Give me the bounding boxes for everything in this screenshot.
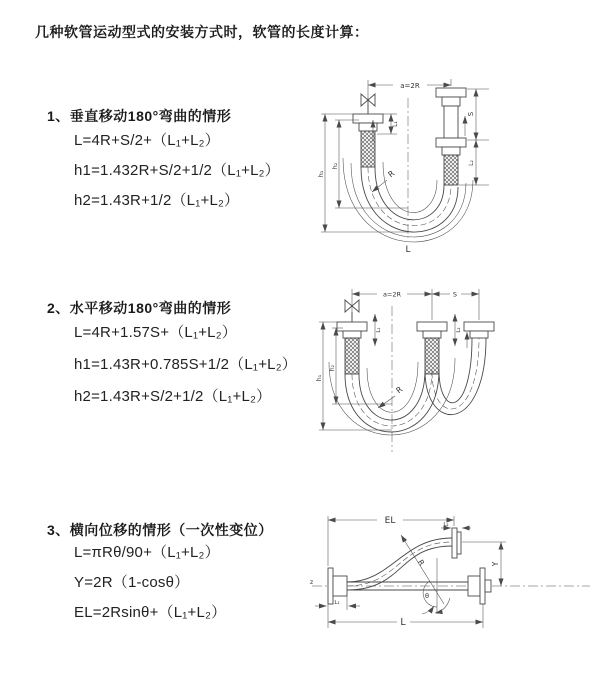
dim-label-l2: L₂	[443, 522, 449, 528]
left-pipe-assembly	[337, 322, 367, 374]
dim-label-l1: L₁	[376, 327, 382, 333]
section3-formulas	[74, 538, 226, 628]
left-pipe-assembly	[353, 114, 383, 167]
formula-line: h2=1.43R+S/2+1/2（L₁+L₂）	[74, 388, 272, 405]
dim-label-l2: L₂	[456, 327, 462, 333]
dim-label-a2r: a=2R	[400, 82, 420, 90]
formula-line: h2=1.43R+1/2（L₁+L₂）	[74, 192, 240, 209]
dim-label-h2: h₂	[331, 162, 339, 170]
page-title: 几种软管运动型式的安装方式时，软管的长度计算：	[35, 24, 369, 40]
dim-label-y: Y	[491, 561, 500, 567]
diagram3-svg	[300, 500, 600, 660]
diagram-vertical-180-bend	[315, 70, 600, 265]
radius-callout	[378, 385, 405, 408]
radius-label: R	[386, 168, 397, 180]
dim-label-l1: L₁	[334, 600, 340, 606]
theta-label: θ	[425, 592, 429, 600]
right-pipe-assembly	[436, 88, 466, 185]
formula-line: L=πRθ/90+（L₁+L₂）	[74, 544, 220, 561]
dim-label-a2r: a=2R	[382, 290, 402, 299]
diagram1-svg	[315, 70, 600, 260]
dim-label-l: L	[400, 617, 406, 628]
section1-heading: 1、垂直移动180°弯曲的情形	[47, 108, 232, 124]
displaced-hose	[347, 528, 461, 590]
diagram-horizontal-180-bend	[315, 282, 600, 467]
section1-formulas	[74, 126, 280, 216]
formula-line: L=4R+S/2+（L₁+L₂）	[74, 132, 220, 149]
dim-a2r	[352, 289, 479, 320]
dim-l2	[455, 314, 462, 346]
dim-label-h1: h₁	[316, 374, 323, 382]
formula-line: L=4R+1.57S+（L₁+L₂）	[74, 324, 237, 341]
diagram-lateral-displacement	[300, 500, 600, 665]
formula-line: h1=1.432R+S/2+1/2（L₁+L₂）	[74, 162, 280, 179]
dim-label-l2: L₂	[468, 160, 475, 166]
dim-label-h1: h₁	[317, 170, 325, 178]
dim-l2	[441, 522, 471, 528]
formula-line: EL=2Rsinθ+（L₁+L₂）	[74, 604, 227, 621]
break-mark: z	[310, 579, 314, 586]
section2-heading: 2、水平移动180°弯曲的情形	[47, 300, 232, 316]
diagram2-svg	[315, 282, 600, 462]
dim-label-s: S	[452, 290, 458, 299]
section2-formulas	[74, 317, 297, 413]
length-label: L	[405, 245, 411, 255]
dim-label-s: S	[467, 111, 475, 117]
dim-label-l1: L₁	[392, 121, 399, 127]
dim-l1	[375, 314, 382, 346]
formula-line: h1=1.43R+0.785S+1/2（L₁+L₂）	[74, 356, 297, 373]
middle-pipe-assembly	[417, 322, 447, 374]
dim-label-h2: h₂	[329, 364, 336, 372]
dim-label-el: EL	[384, 516, 396, 526]
radius-label: R	[394, 384, 405, 396]
section3-heading: 3、横向位移的情形（一次性变位）	[47, 522, 273, 538]
left-flange	[328, 568, 347, 604]
dim-s-l2	[459, 89, 489, 185]
formula-line: Y=2R（1-cosθ）	[74, 574, 190, 591]
radius-label: R	[415, 558, 427, 568]
dim-l	[328, 604, 483, 628]
dim-l1	[315, 596, 360, 610]
